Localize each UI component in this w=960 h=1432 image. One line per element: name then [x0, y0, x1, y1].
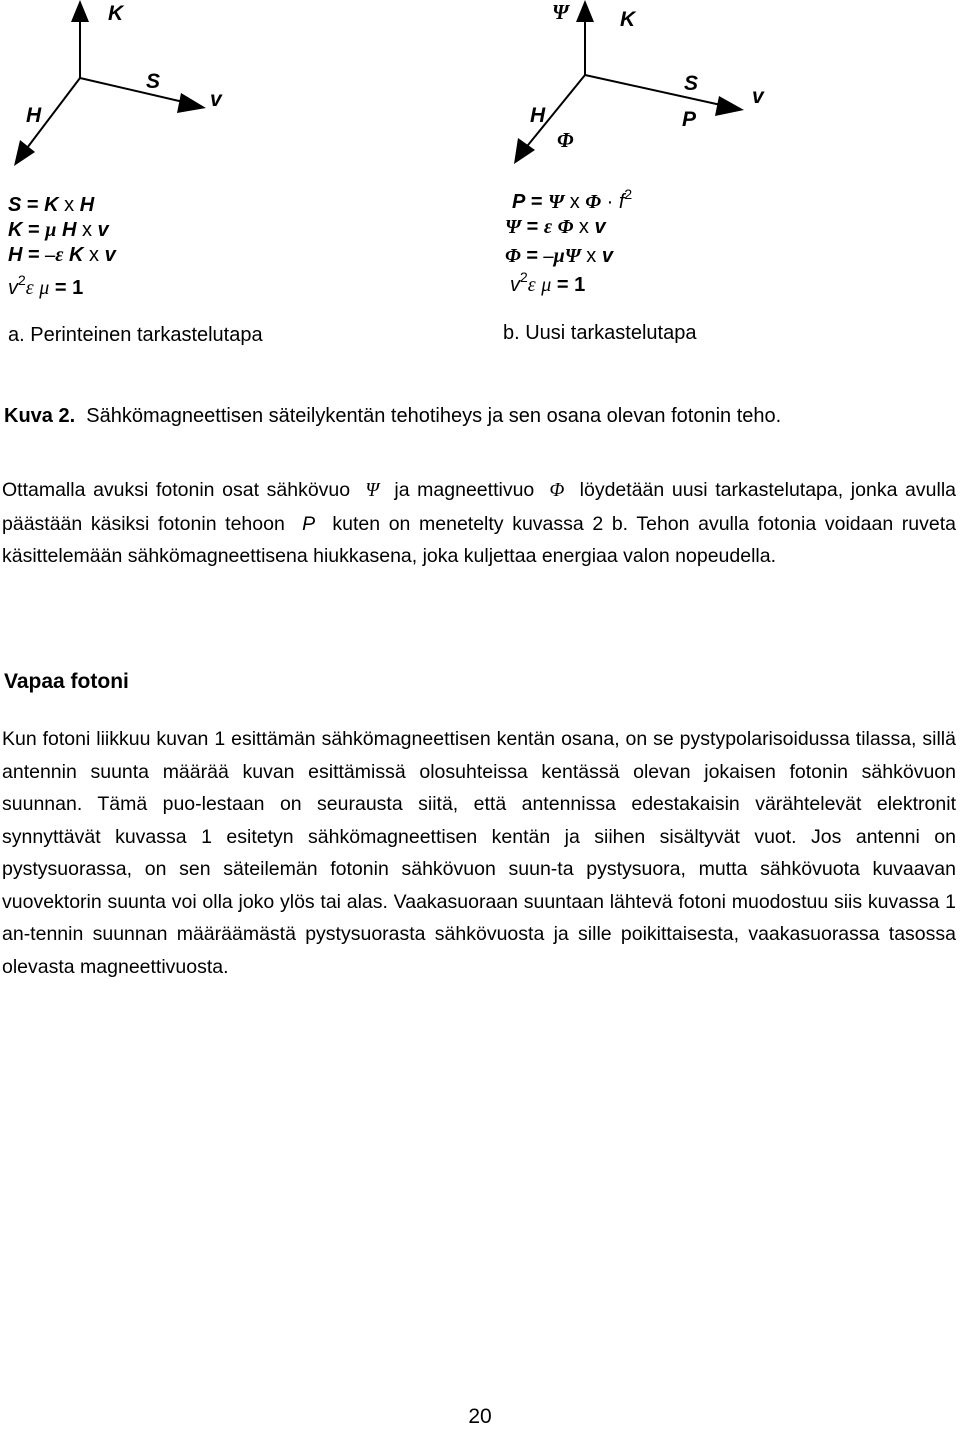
figure-caption-text: Sähkömagneettisen säteilykentän tehotiheys ja sen osana olevan fotonin teho.	[86, 405, 782, 427]
equation-a-3: H = –ε K x v	[8, 244, 116, 266]
axis-h-arrowhead	[14, 140, 35, 166]
subcaption-b: b. Uusi tarkastelutapa	[503, 322, 697, 344]
label-k-b: K	[620, 8, 636, 31]
axis-k-arrowhead-b	[576, 0, 594, 22]
label-p-b: P	[682, 108, 697, 131]
label-h-b: H	[530, 104, 546, 127]
subcaption-a: a. Perinteinen tarkastelutapa	[8, 324, 263, 346]
axis-k-arrowhead	[71, 0, 89, 22]
axis-v-arrowhead-b	[715, 96, 744, 116]
figure-caption-label: Kuva 2.	[4, 405, 76, 427]
paragraph-2: Kun fotoni liikkuu kuvan 1 esittämän sähkömagneettisen kentän osana, on se pystypolarisoidussa tilassa, sillä antennin suunta määrää kuvan esittämissä olosuhteissa kentässä olevan jokaisen fotonin sähkövuon suunnan. Tämä puo-lestaan on seurausta siitä, että antennissa edestakaisin värähtelevät elektronit synnyttävät kuvassa 1 esitetyn sähkömagneettisen kentän ja siihen sisältyvät vuot. Jos antenni on pystysuorassa, on sen säteilemän fotonin sähkövuon suun-ta pystysuora, mutta sähkövuota kuvaavan vuovektorin suunta voi olla joko ylös tai alas. Vaakasuoraan suuntaan lähtevä fotoni muodostuu siis kuvassa 1 an-tennin suunnan määräämästä pystysuorasta sähkövuosta ja sille poikittaisesta, vaakasuorassa tasossa olevasta magneettivuosta.	[2, 728, 956, 978]
figure-caption	[4, 405, 781, 428]
equation-b-1: P = Ψ x $\Phi \cdot f^2$	[512, 186, 633, 213]
label-k-a: K	[108, 2, 124, 25]
axis-v-arrow-b	[585, 75, 730, 107]
equation-a-1: S = K x H	[8, 194, 95, 216]
figure-2-axes	[0, 0, 960, 330]
label-v-a: v	[210, 88, 222, 111]
equation-b-4: $v^2\varepsilon$ μ = 1	[510, 269, 586, 296]
label-s-b: S	[684, 72, 699, 95]
label-h-a: H	[26, 104, 42, 127]
label-psi-b: Ψ	[552, 0, 569, 24]
label-phi-b: Φ	[557, 128, 574, 152]
equation-b-2: Ψ = ε Φ x v	[505, 216, 606, 238]
label-s-a: S	[146, 70, 161, 93]
axis-v-arrowhead	[177, 93, 206, 113]
label-v-b: v	[752, 85, 764, 108]
page-number: 20	[468, 1405, 492, 1428]
equation-b-3: Φ = –μΨ x v	[505, 245, 613, 267]
paragraph-1: Ottamalla avuksi fotonin osat sähkövuo Ψ ja magneettivuo Φ löydetään uusi tarkastelutapa, jonka avulla päästään käsiksi fotonin tehoon P kuten on menetelty kuvassa 2 b. Tehon avulla fotonia voidaan ruveta käsittelemään sähkömagneettisena hiukkasena, joka kuljettaa energiaa valon nopeudella.	[2, 479, 956, 567]
axis-v-arrow	[80, 78, 192, 104]
equation-a-4: $v^2\varepsilon$ μ = 1	[8, 272, 84, 299]
equation-a-2: K = μ H x v	[8, 219, 109, 241]
section-heading: Vapaa fotoni	[4, 670, 129, 693]
